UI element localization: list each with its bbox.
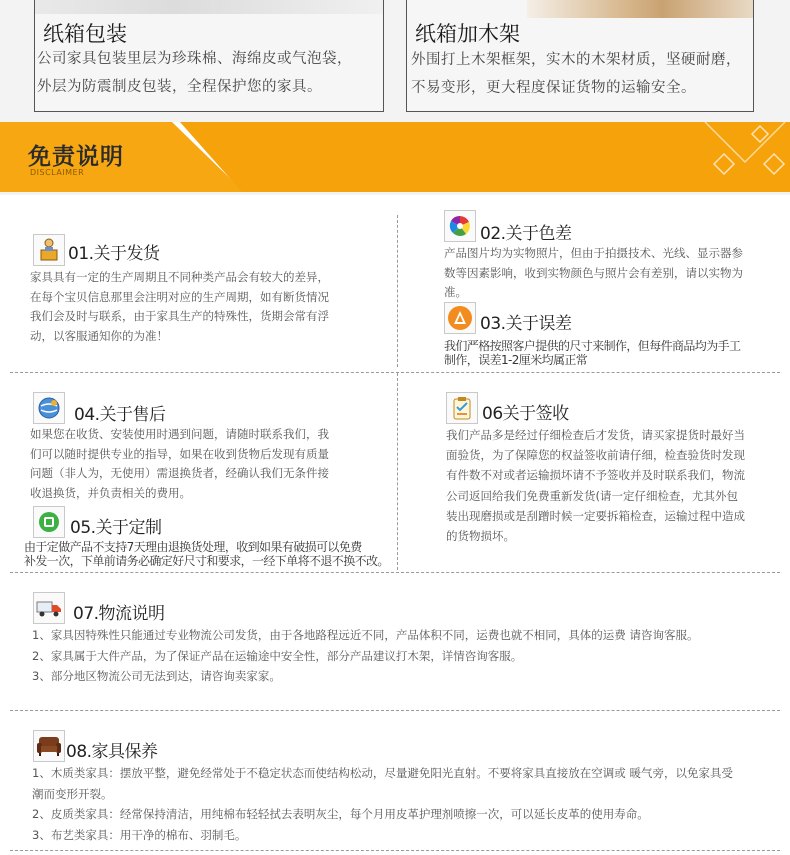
body-line: 公司返回给我们免费重新发货(请一定仔细检查，尤其外包 bbox=[446, 488, 738, 503]
body-line: 我们产品多是经过仔细检查后才发货，请买家提货时最好当 bbox=[446, 428, 745, 442]
column-divider bbox=[397, 373, 398, 570]
bottom-divider bbox=[10, 850, 780, 851]
delivery-truck-icon bbox=[33, 592, 65, 624]
body-line: 准。 bbox=[444, 285, 467, 299]
card-title: 纸箱包装 bbox=[43, 22, 127, 46]
body-line: 面验货，为了保障您的权益签收前请仔细，检查验货时发现 bbox=[446, 448, 745, 463]
card-title: 纸箱加木架 bbox=[415, 22, 520, 46]
description-line: 不易变形，更大程度保证货物的运输安全。 bbox=[411, 80, 696, 96]
body-line: 在每个宝贝信息那里会注明对应的生产周期，如有断货情况 bbox=[30, 289, 329, 304]
description-line: 外层为防震制皮包装，全程保护您的家具。 bbox=[37, 79, 322, 95]
body-line: 3、部分地区物流公司无法到达，请咨询卖家家。 bbox=[32, 669, 281, 683]
banner-title: 免责说明 bbox=[28, 144, 124, 170]
section-body bbox=[32, 763, 733, 845]
section-title: 08.家具保养 bbox=[66, 742, 158, 762]
carton-packaging-card bbox=[34, 0, 384, 112]
body-line: 收退换货，并负责相关的费用。 bbox=[30, 485, 191, 500]
section-divider bbox=[10, 710, 780, 711]
section-title: 04.关于售后 bbox=[74, 405, 166, 425]
card-description bbox=[411, 46, 741, 102]
section-body bbox=[444, 244, 743, 303]
column-divider bbox=[397, 215, 398, 367]
sofa-icon bbox=[33, 730, 65, 762]
body-line: 补发一次，下单前请务必确定好尺寸和要求，一经下单将不退不换不改。 bbox=[24, 554, 389, 568]
delivery-worker-icon bbox=[33, 234, 65, 266]
body-line: 1、木质类家具：摆放平整，避免经常处于不稳定状态而使结构松动，尽量避免阳光直射。不要将家具直接放在空调或 暖气旁，以免家具受 bbox=[32, 766, 733, 780]
custom-order-icon bbox=[33, 506, 65, 538]
body-line: 们可以随时提供专业的指导，如果在收到货物后发现有质量 bbox=[30, 446, 329, 461]
body-line: 动，以客服通知你的为准！ bbox=[30, 328, 168, 343]
body-line: 由于定做产品不支持7天理由退换货处理，收到如果有破损可以免费 bbox=[24, 540, 362, 554]
body-line: 数等因素影响，收到实物颜色与照片会有差别，请以实物为 bbox=[444, 265, 743, 280]
body-line: 我们会及时与联系，由于家具生产的特殊性，货期会常有浮 bbox=[30, 309, 329, 323]
section-body bbox=[446, 425, 745, 546]
wooden-frame-photo bbox=[527, 0, 753, 18]
section-title: 07.物流说明 bbox=[73, 604, 165, 624]
body-line: 问题（非人为，无使用）需退换货者，经确认我们无条件接 bbox=[30, 466, 329, 480]
section-body bbox=[32, 625, 698, 687]
section-body bbox=[24, 540, 389, 568]
section-body bbox=[30, 425, 329, 503]
body-line: 有件数不对或者运输损坏请不予签收并及时联系我们，物流 bbox=[446, 468, 745, 483]
body-line: 家具具有一定的生产周期且不同种类产品会有较大的差异， bbox=[30, 270, 329, 284]
section-divider bbox=[10, 372, 780, 373]
body-line: 我们严格按照客户提供的尺寸来制作，但每件商品均为手工 bbox=[444, 339, 741, 353]
section-title: 03.关于误差 bbox=[480, 314, 572, 334]
body-line: 1、家具因特殊性只能通过专业物流公司发货，由于各地路程远近不同，产品体积不同，运费也就不相同，具体的运费 请咨询客服。 bbox=[32, 628, 699, 642]
diamond-deco-icon bbox=[700, 122, 790, 192]
section-body bbox=[444, 339, 740, 367]
section-title: 02.关于色差 bbox=[480, 224, 572, 244]
section-title: 01.关于发货 bbox=[68, 244, 160, 264]
packaging-band bbox=[0, 0, 790, 122]
section-title: 05.关于定制 bbox=[70, 518, 162, 538]
body-line: 的货物损坏。 bbox=[446, 529, 515, 544]
body-line: 2、家具属于大件产品，为了保证产品在运输途中安全性，部分产品建议打木架，详情咨询客服。 bbox=[32, 648, 523, 663]
section-title: 06关于签收 bbox=[482, 404, 569, 424]
color-wheel-icon bbox=[444, 210, 476, 242]
description-line: 公司家具包装里层为珍珠棉、海绵皮或气泡袋， bbox=[37, 51, 352, 67]
banner-subtitle: DISCLAIMER bbox=[30, 168, 85, 177]
body-line: 制作，误差1-2厘米均属正常 bbox=[444, 353, 588, 367]
ruler-triangle-icon bbox=[444, 302, 476, 334]
body-line: 潮而变形开裂。 bbox=[32, 786, 113, 801]
wooden-frame-card bbox=[406, 0, 754, 112]
section-body bbox=[30, 268, 329, 346]
after-sales-globe-icon bbox=[33, 392, 65, 424]
body-line: 装出现磨损或是刮蹭时候一定要拆箱检查，运输过程中造成 bbox=[446, 508, 745, 523]
body-line: 2、皮质类家具：经常保持清洁，用纯棉布轻轻拭去表明灰尘，每个月用皮革护理剂喷擦一次，可以延长皮革的使用寿命。 bbox=[32, 807, 649, 821]
body-line: 产品图片均为实物照片，但由于拍摄技术、光线、显示器参 bbox=[444, 246, 743, 260]
section-divider bbox=[10, 572, 780, 573]
carton-photo bbox=[35, 0, 383, 14]
description-line: 外围打上木架框架，实木的木架材质，坚硬耐磨， bbox=[411, 52, 741, 68]
card-description bbox=[37, 45, 352, 101]
banner-rule bbox=[0, 192, 790, 195]
body-line: 如果您在收货、安装使用时遇到问题，请随时联系我们，我 bbox=[30, 427, 329, 441]
disclaimer-banner bbox=[0, 122, 790, 192]
body-line: 3、布艺类家具：用干净的棉布、羽制毛。 bbox=[32, 827, 247, 842]
signing-clipboard-icon bbox=[446, 392, 478, 424]
banner-wedge bbox=[180, 122, 790, 192]
